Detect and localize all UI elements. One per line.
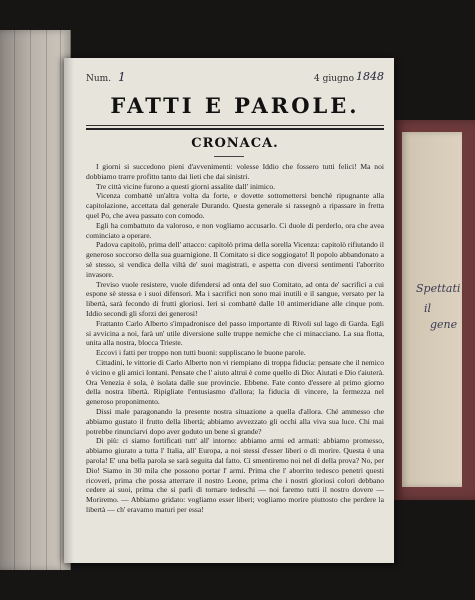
- issue-header: [86, 72, 384, 88]
- paragraph: Tre città vicine furono a questi giorni assalite dall' inimico.: [96, 181, 276, 191]
- margin-note-line-2: il: [424, 302, 432, 315]
- masthead-rule-thin: [86, 125, 384, 126]
- margin-note-line-3: gene: [430, 318, 458, 331]
- newspaper-page: [64, 58, 394, 563]
- paragraph: Di più: ci siamo fortificati tutt' all' intorno: abbiamo armi ed armati: abbiamo promesso, abbiamo giurato a tutta l' Italia, all' Europa, a noi stessi d'esser liberi o di morire. Questa è una parola! E' una bella parola se sarà seguita dal fatto. Ci smentiremo noi nel dì della prova? No, per Dio! Siamo in 30 mila che possono portar l' armi. Prima che l' aborrito tedesco penetri questi ricoveri, prima che possa atterrare il nostro Leone, prima che i nostri gloriosi colori debbano cedere ai suoi, prima che si parli di tornare tedeschi — noi faremo tutti il nostro dovere — Moriremo. — Abbiamo gridato: vogliamo esser liberi; vogliamo morire piuttosto che perdere la libertà — ch' eravamo maturi per essa!: [86, 436, 384, 514]
- paragraph: Egli ha combattuto da valoroso, e non vogliamo accusarlo. Ci duole di perderlo, ora che avea cominciato a operare.: [86, 220, 384, 240]
- right-book-page: [402, 132, 462, 487]
- issue-year-handwritten: 1848: [356, 70, 384, 83]
- paragraph: Cittadini, le vittorie di Carlo Alberto non vi riempiano di troppa fiducia: pensate che il nemico è vicino e gli amici lontani. Pensate che l' aiuto altrui è come quello di Dio: Aiutati e Dio t'aiuterà. Ora Venezia è sola, è isolata dalle sue provincie. Ebbene. Fate conto d'essere al primo giorno della nostra libertà. Ripigliate l'entusiasmo d'allora; la fiducia di vincere, la fermezza nel generoso proponimento.: [86, 357, 384, 407]
- issue-number-label: Num.: [86, 74, 112, 84]
- masthead-rule-thick: [86, 128, 384, 130]
- article-body: [86, 162, 384, 515]
- paragraph: Treviso vuole resistere, vuole difendersi ad onta del suo Comitato, ad onta de' sacrifici a cui espone sè stessa e i suoi difensori. Ma i sacrifici non sono mai inutili e il sangue, versato per la libertà, sarà fecondo di frutti gloriosi. Ieri si combattè dalle 10 antimeridiane alle cinque pom. Iddio secondi gli sforzi dei generosi!: [86, 279, 384, 318]
- paragraph: Vicenza combattè un'altra volta da forte, e dovette sottomettersi benchè ripugnante alla capitolazione, accettata dal generale Durando. Questa generale si rassegnò a ripassare in fretta quel Po, che avea passato con comodo.: [86, 191, 384, 220]
- paragraph: Eccovi i fatti per troppo non tutti buoni: suppliscano le buone parole.: [96, 348, 306, 358]
- paragraph: Frattanto Carlo Alberto s'impadronisce del passo importante di Rivoli sul lago di Garda. Egli si avvicina a noi, farà un' utile diversione sulle truppe nemiche che ci minacciano. La sua flotta, unita alla nostra, blocca Trieste.: [86, 318, 384, 348]
- book-stack-left: [0, 30, 71, 570]
- paragraph: I giorni si succedono pieni d'avvenimenti: volesse Iddio che fossero tutti felici! Ma noi dobbiamo trarre profitto tanto dai lieti che dai sinistri.: [86, 162, 384, 181]
- section-title: CRONACA.: [191, 136, 279, 151]
- section-divider: [214, 156, 244, 157]
- paragraph: Padova capitolò, prima dell' attacco: capitolò prima della sorella Vicenza: capitolò rifiutando il generoso soccorso della sua guarnigione. Il Comitato si dice soggiogato! Il popolo abbandonato a sè stesso, si vendica della viltà de' suoi magistrati, e aspetta con diversi sentimenti l'aborrito invasore.: [86, 240, 384, 279]
- issue-date: 4 giugno: [314, 74, 354, 84]
- page-gutter-shadow: [64, 58, 74, 563]
- paragraph: Dissi male paragonando la presente nostra situazione a quella d'allora. Ché ammesso che abbiamo gustato il frutto della libertà; abbiamo avvezzato gli occhi alla viva sua luce. Chi mai potrebbe rinunciarvi dopo aver goduto un bene sì grande?: [86, 406, 384, 436]
- masthead-title: FATTI E PAROLE.: [110, 93, 360, 118]
- issue-number-handwritten: 1: [118, 70, 126, 84]
- margin-note-line-1: Spettati: [416, 282, 461, 295]
